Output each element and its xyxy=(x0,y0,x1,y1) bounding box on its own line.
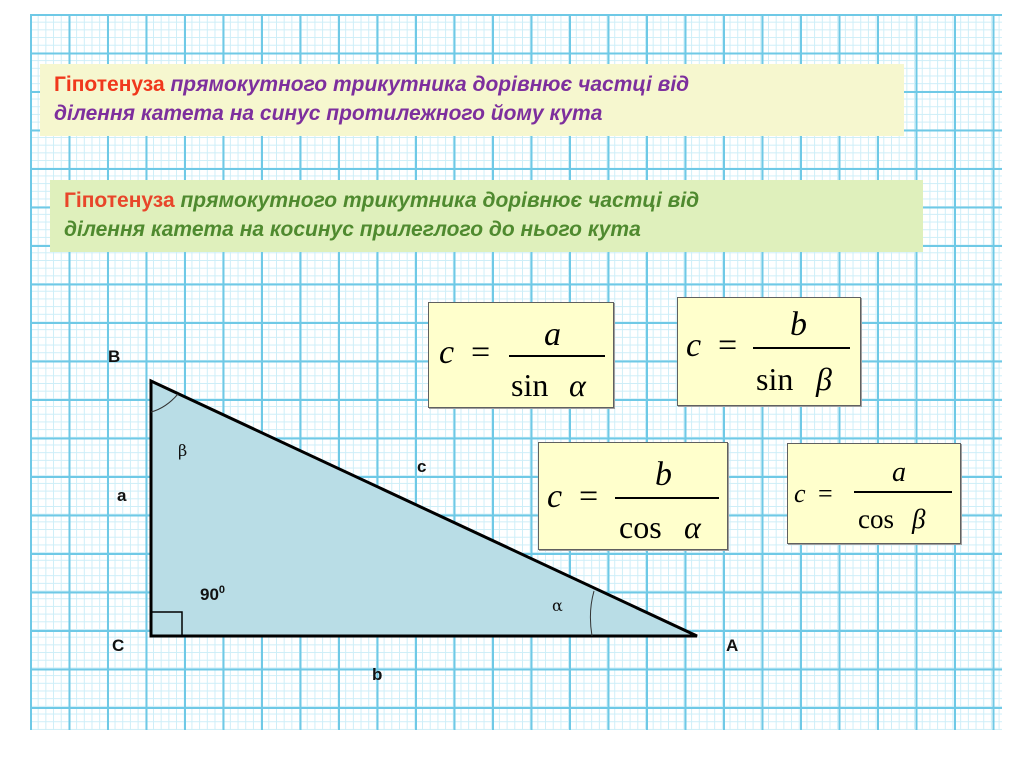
vertex-b-label: B xyxy=(108,347,121,366)
rule-cosine-term: Гіпотенуза xyxy=(64,189,175,212)
angle-beta-label: β xyxy=(178,441,188,460)
formula-lhs: c xyxy=(794,479,806,508)
formula-lhs: c xyxy=(547,478,563,515)
vertex-a-label: A xyxy=(726,636,739,655)
rule-cosine-line1: прямокутного трикутника дорівнює частці від xyxy=(180,189,700,212)
formula-equals: = xyxy=(471,334,491,371)
vertex-c-label: C xyxy=(112,636,125,655)
angle-alpha-label: α xyxy=(552,596,563,615)
formula-function: cos xyxy=(619,509,662,545)
rule-cosine-line2: ділення катета на косинус прилеглого до нього кута xyxy=(64,218,641,241)
formula-lhs: c xyxy=(439,334,455,371)
formula-equals: = xyxy=(718,327,738,364)
formula-angle: β xyxy=(816,361,832,397)
formula-angle: α xyxy=(684,509,701,545)
rule-sine-term: Гіпотенуза xyxy=(54,73,165,96)
formula-function: sin xyxy=(511,367,549,403)
formula-angle: α xyxy=(569,367,586,403)
degree-superscript: 0 xyxy=(218,584,226,596)
side-a-label: a xyxy=(117,486,127,505)
formula-equals: = xyxy=(818,479,833,508)
rule-sine-line1: прямокутного трикутника дорівнює частці від xyxy=(170,73,690,96)
side-c-label: c xyxy=(417,457,427,476)
formula-equals: = xyxy=(579,478,599,515)
formula-function: cos xyxy=(858,504,894,534)
formula-numerator: b xyxy=(655,456,672,493)
formula-lhs: c xyxy=(686,327,702,364)
formula-numerator: a xyxy=(892,457,906,488)
formula-angle: β xyxy=(912,504,926,534)
formula-numerator: a xyxy=(544,316,561,353)
formula-numerator: b xyxy=(790,306,807,343)
side-b-label: b xyxy=(372,665,383,684)
rule-sine-line2: ділення катета на синус протилежного йому кута xyxy=(54,102,603,125)
right-angle-value: 90 xyxy=(200,585,219,604)
triangle-shape xyxy=(151,381,697,636)
formula-function: sin xyxy=(756,361,794,397)
